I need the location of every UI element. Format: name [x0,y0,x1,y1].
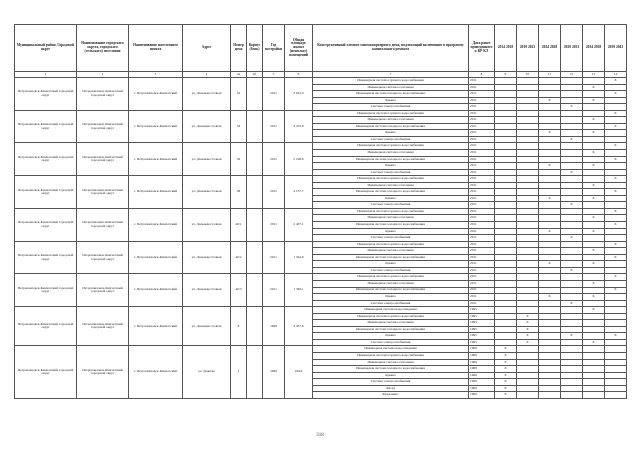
built-year-cell: 2011 [263,274,285,307]
locality-cell: г. Петропавловск-Камчатский [129,176,183,209]
column-number: 3 [129,72,183,78]
period-mark-cell: X [583,182,605,189]
period-mark-cell: X [561,202,583,209]
period-mark-cell: X [561,169,583,176]
element-cell: Инженерная система горячего водоснабжения [313,352,469,359]
district-cell: Петропавловск-Камчатский городской округ [15,346,77,398]
element-cell: Инженерная система отопления [313,320,469,327]
period-mark-cell: X [583,261,605,268]
previous-repair-year-cell: 2011 [469,248,495,255]
district-cell: Петропавловск-Камчатский городской округ [15,208,77,241]
previous-repair-year-cell: 2011 [469,150,495,157]
period-mark-cell: X [583,215,605,222]
element-cell: Система электроснабжения [313,267,469,274]
period-mark-cell: X [517,326,539,333]
built-year-cell: 2011 [263,143,285,176]
element-cell: Крыша [313,333,469,340]
column-number: 4а [231,72,247,78]
element-cell: Система электроснабжения [313,136,469,143]
period-mark-cell: X [539,261,561,268]
column-number: 11 [539,72,561,78]
previous-repair-year-cell: 2011 [469,202,495,209]
period-mark-cell: X [539,294,561,301]
address-cell: ул. Дальневосточная [183,110,231,143]
address-cell: ул. Дальневосточная [183,176,231,209]
period-mark-cell: X [583,84,605,91]
address-cell: ул. Дальневосточная [183,78,231,111]
element-cell: Инженерная система горячего водоснабжения [313,176,469,183]
house-number-cell: 40/1 [231,208,247,241]
period-mark-cell [539,392,561,399]
element-cell: Инженерная система отопления [313,84,469,91]
period-mark-cell: X [561,300,583,307]
period-mark-cell: X [583,97,605,104]
period-mark-cell: X [517,320,539,327]
element-cell: Крыша [313,261,469,268]
element-cell: Инженерная система горячего водоснабжения [313,78,469,85]
previous-repair-year-cell: 1995 [469,307,495,314]
element-cell: Инженерная система водоотведения [313,307,469,314]
element-cell: Крыша [313,228,469,235]
previous-repair-year-cell: 2011 [469,176,495,183]
settlement-cell: Петропавловск-Камчатский городской округ [77,346,129,398]
program-sheet [14,24,626,399]
column-header: 2019 2023 [517,25,539,72]
house-number-cell: 38 [231,176,247,209]
area-cell: 1 324,6 [285,241,313,274]
element-cell: Инженерная система горячего водоснабжения [313,241,469,248]
previous-repair-year-cell: 2011 [469,117,495,124]
element-cell: Инженерная система холодного водоснабжения [313,222,469,229]
district-cell: Петропавловск-Камчатский городской округ [15,274,77,307]
address-cell: ул. Дальневосточная [183,241,231,274]
column-number: 4 [183,72,231,78]
element-cell: Инженерная система отопления [313,182,469,189]
area-cell: 4 472,6 [285,110,313,143]
previous-repair-year-cell: 2011 [469,169,495,176]
period-mark-cell: X [583,294,605,301]
period-mark-cell: X [605,241,627,248]
period-mark-cell: X [517,339,539,346]
previous-repair-year-cell: 1995 [469,320,495,327]
period-mark-cell [561,392,583,399]
column-number: 9 [495,72,517,78]
previous-repair-year-cell: 2011 [469,78,495,85]
house-number-cell: 34 [231,110,247,143]
previous-repair-year-cell: 2011 [469,130,495,137]
previous-repair-year-cell: 2011 [469,294,495,301]
column-header: Номер дома [231,25,247,72]
period-mark-cell: X [605,274,627,281]
column-number: 7 [313,72,469,78]
element-cell: Инженерная система горячего водоснабжения [313,274,469,281]
column-number: 10 [517,72,539,78]
period-mark-cell: X [539,130,561,137]
element-cell: Система электроснабжения [313,169,469,176]
period-mark-cell: X [495,366,517,373]
block-cell [247,346,263,398]
period-mark-cell: X [583,248,605,255]
locality-cell: г. Петропавловск-Камчатский [129,307,183,346]
column-header: Корпус (блок) [247,25,263,72]
element-cell: Инженерная система холодного водоснабжения [313,326,469,333]
element-cell: Крыша [313,163,469,170]
built-year-cell: 2011 [263,176,285,209]
settlement-cell: Петропавловск-Камчатский городской округ [77,241,129,274]
house-number-cell: 40/2 [231,241,247,274]
element-cell: Крыша [313,97,469,104]
element-cell: Инженерная система холодного водоснабжения [313,287,469,294]
column-header: Дата ранее проведенного к КР КЭ [469,25,495,72]
settlement-cell: Петропавловск-Камчатский городской округ [77,274,129,307]
district-cell: Петропавловск-Камчатский городской округ [15,78,77,111]
previous-repair-year-cell: 1969 [469,392,495,399]
period-mark-cell: X [495,372,517,379]
period-mark-cell: X [583,280,605,287]
column-number: 6 [285,72,313,78]
period-mark-cell: X [495,385,517,392]
page-number: 318 [316,433,324,438]
period-mark-cell: X [583,339,605,346]
address-cell: ул. Дьякова [183,346,231,398]
column-header: 2029 2033 [561,25,583,72]
column-header: Наименование городского округа, городского (сельского) поселения [77,25,129,72]
column-number: 8 [469,72,495,78]
locality-cell: г. Петропавловск-Камчатский [129,274,183,307]
house-number-cell: 36 [231,143,247,176]
previous-repair-year-cell: 2011 [469,274,495,281]
previous-repair-year-cell: 1969 [469,346,495,353]
locality-cell: г. Петропавловск-Камчатский [129,241,183,274]
previous-repair-year-cell: 2011 [469,97,495,104]
period-mark-cell: X [495,379,517,386]
built-year-cell: 2011 [263,208,285,241]
house-number-cell: 40/3 [231,274,247,307]
element-cell: Крыша [313,195,469,202]
element-cell: Инженерная система холодного водоснабжения [313,366,469,373]
column-header: 2014 2018 [495,25,517,72]
period-mark-cell: X [583,307,605,314]
locality-cell: г. Петропавловск-Камчатский [129,110,183,143]
element-cell: Инженерная система отопления [313,117,469,124]
column-number: 12 [561,72,583,78]
area-cell: 1 349,1 [285,274,313,307]
period-mark-cell: X [605,189,627,196]
header-row [15,25,627,72]
element-cell: Фундамент [313,392,469,399]
element-cell: Система электроснабжения [313,104,469,111]
house-number-cell: 1 [231,346,247,398]
period-mark-cell: X [583,195,605,202]
element-cell: Инженерная система холодного водоснабжения [313,189,469,196]
previous-repair-year-cell: 2011 [469,84,495,91]
period-mark-cell: X [583,117,605,124]
column-number: 2 [77,72,129,78]
period-mark-cell: X [495,359,517,366]
previous-repair-year-cell: 2011 [469,287,495,294]
column-number: 1 [15,72,77,78]
house-number-cell: 32 [231,78,247,111]
column-header: 2024 2028 [539,25,561,72]
period-mark-cell: X [583,130,605,137]
period-mark-cell: X [539,228,561,235]
period-mark-cell: X [539,97,561,104]
period-mark-cell: X [495,346,517,353]
previous-repair-year-cell: 1969 [469,366,495,373]
period-mark-cell [517,392,539,399]
element-cell: Инженерная система отопления [313,248,469,255]
previous-repair-year-cell: 2011 [469,235,495,242]
period-mark-cell: X [561,267,583,274]
period-mark-cell: X [583,163,605,170]
address-cell: ул. Дальневосточная [183,307,231,346]
locality-cell: г. Петропавловск-Камчатский [129,208,183,241]
previous-repair-year-cell: 2011 [469,189,495,196]
element-cell: Инженерная система горячего водоснабжения [313,110,469,117]
period-mark-cell: X [495,392,517,399]
element-cell: Инженерная система отопления [313,280,469,287]
element-cell: Инженерная система горячего водоснабжения [313,313,469,320]
settlement-cell: Петропавловск-Камчатский городской округ [77,176,129,209]
period-mark-cell: X [583,150,605,157]
block-cell [247,208,263,241]
settlement-cell: Петропавловск-Камчатский городской округ [77,78,129,111]
district-cell: Петропавловск-Камчатский городской округ [15,110,77,143]
area-cell: 3 622,0 [285,78,313,111]
locality-cell: г. Петропавловск-Камчатский [129,78,183,111]
block-cell [247,110,263,143]
previous-repair-year-cell: 1995 [469,333,495,340]
built-year-cell: 2011 [263,110,285,143]
period-mark-cell: X [605,333,627,340]
period-mark-cell: X [605,222,627,229]
column-header: Общая площадь жилых (нежилых) помещений [285,25,313,72]
previous-repair-year-cell: 1969 [469,352,495,359]
district-cell: Петропавловск-Камчатский городской округ [15,176,77,209]
element-cell: Система электроснабжения [313,339,469,346]
block-cell [247,274,263,307]
previous-repair-year-cell: 2011 [469,110,495,117]
previous-repair-year-cell: 2011 [469,143,495,150]
previous-repair-year-cell: 1969 [469,372,495,379]
table-body [15,78,627,399]
period-mark-cell: X [605,123,627,130]
element-cell: Крыша [313,130,469,137]
period-mark-cell: X [539,195,561,202]
previous-repair-year-cell: 2011 [469,222,495,229]
period-mark-cell: X [605,176,627,183]
district-cell: Петропавловск-Камчатский городской округ [15,307,77,346]
settlement-cell: Петропавловск-Камчатский городской округ [77,307,129,346]
period-mark-cell: X [605,78,627,85]
column-header: Наименование населенного пункта [129,25,183,72]
previous-repair-year-cell: 2011 [469,195,495,202]
element-cell: Инженерная система горячего водоснабжения [313,208,469,215]
element-cell: Инженерная система горячего водоснабжения [313,143,469,150]
previous-repair-year-cell: 2011 [469,228,495,235]
area-cell: 4 137,7 [285,176,313,209]
period-mark-cell: X [605,156,627,163]
column-header: Муниципальный район, Городской округ [15,25,77,72]
previous-repair-year-cell: 2011 [469,91,495,98]
block-cell [247,143,263,176]
column-header: Год постройки [263,25,285,72]
previous-repair-year-cell: 1995 [469,313,495,320]
address-cell: ул. Дальневосточная [183,143,231,176]
capital-repair-table [14,24,627,399]
element-cell: Инженерная система отопления [313,215,469,222]
previous-repair-year-cell: 2011 [469,163,495,170]
element-cell: Инженерная система отопления [313,359,469,366]
built-year-cell: 1969 [263,346,285,398]
area-cell: 2 407,1 [285,208,313,241]
previous-repair-year-cell: 2011 [469,280,495,287]
element-cell: Крыша [313,294,469,301]
period-mark-cell: X [561,235,583,242]
element-cell: Система электроснабжения [313,379,469,386]
settlement-cell: Петропавловск-Камчатский городской округ [77,208,129,241]
element-cell: Инженерная система холодного водоснабжения [313,91,469,98]
column-number: 4б [247,72,263,78]
period-mark-cell: X [605,91,627,98]
previous-repair-year-cell: 2011 [469,254,495,261]
previous-repair-year-cell: 2011 [469,208,495,215]
previous-repair-year-cell: 1969 [469,359,495,366]
period-mark-cell: X [495,352,517,359]
element-cell: Инженерная система водоотведения [313,346,469,353]
area-cell: 2 198,6 [285,143,313,176]
element-cell: Инженерная система холодного водоснабжения [313,254,469,261]
locality-cell: г. Петропавловск-Камчатский [129,346,183,398]
previous-repair-year-cell: 2011 [469,215,495,222]
address-cell: ул. Дальневосточная [183,274,231,307]
previous-repair-year-cell: 2011 [469,104,495,111]
block-cell [247,176,263,209]
column-header: Конструктивный элемент многоквартирного дома, подлежащий включению в программу капитального ремонта [313,25,469,72]
previous-repair-year-cell: 2011 [469,123,495,130]
element-cell: Система электроснабжения [313,202,469,209]
previous-repair-year-cell: 1969 [469,379,495,386]
previous-repair-year-cell: 1995 [469,339,495,346]
previous-repair-year-cell: 1995 [469,326,495,333]
element-cell: Система электроснабжения [313,235,469,242]
period-mark-cell: X [561,104,583,111]
element-cell: Фасад [313,385,469,392]
district-cell: Петропавловск-Камчатский городской округ [15,241,77,274]
column-header: 2039 2043 [605,25,627,72]
column-number: 14 [605,72,627,78]
address-cell: ул. Дальневосточная [183,208,231,241]
column-number: 5 [263,72,285,78]
previous-repair-year-cell: 2011 [469,267,495,274]
block-cell [247,241,263,274]
column-header: Адрес [183,25,231,72]
previous-repair-year-cell: 1969 [469,385,495,392]
period-mark-cell: X [605,254,627,261]
built-year-cell: 2011 [263,241,285,274]
district-cell: Петропавловск-Камчатский городской округ [15,143,77,176]
previous-repair-year-cell: 2011 [469,261,495,268]
period-mark-cell: X [561,136,583,143]
element-cell: Инженерная система холодного водоснабжения [313,156,469,163]
period-mark-cell: X [605,110,627,117]
area-cell: 4 457,9 [285,307,313,346]
period-mark-cell: X [561,333,583,340]
previous-repair-year-cell: 2011 [469,156,495,163]
previous-repair-year-cell: 2011 [469,300,495,307]
settlement-cell: Петропавловск-Камчатский городской округ [77,143,129,176]
column-header: 2034 2038 [583,25,605,72]
settlement-cell: Петропавловск-Камчатский городской округ [77,110,129,143]
period-mark-cell [605,392,627,399]
built-year-cell: 2011 [263,78,285,111]
element-cell: Инженерная система холодного водоснабжения [313,123,469,130]
element-cell: Крыша [313,372,469,379]
period-mark-cell: X [517,313,539,320]
period-mark-cell: X [605,287,627,294]
period-mark-cell: X [605,208,627,215]
element-cell: Система электроснабжения [313,300,469,307]
locality-cell: г. Петропавловск-Камчатский [129,143,183,176]
block-cell [247,78,263,111]
house-number-cell: 8 [231,307,247,346]
period-mark-cell: X [583,228,605,235]
period-mark-cell: X [517,333,539,340]
period-mark-cell: X [539,163,561,170]
previous-repair-year-cell: 2011 [469,182,495,189]
period-mark-cell [583,392,605,399]
block-cell [247,307,263,346]
period-mark-cell: X [605,143,627,150]
column-number: 13 [583,72,605,78]
previous-repair-year-cell: 2011 [469,241,495,248]
element-cell: Инженерная система отопления [313,150,469,157]
area-cell: 194,9 [285,346,313,398]
previous-repair-year-cell: 2011 [469,136,495,143]
built-year-cell: 1998 [263,307,285,346]
